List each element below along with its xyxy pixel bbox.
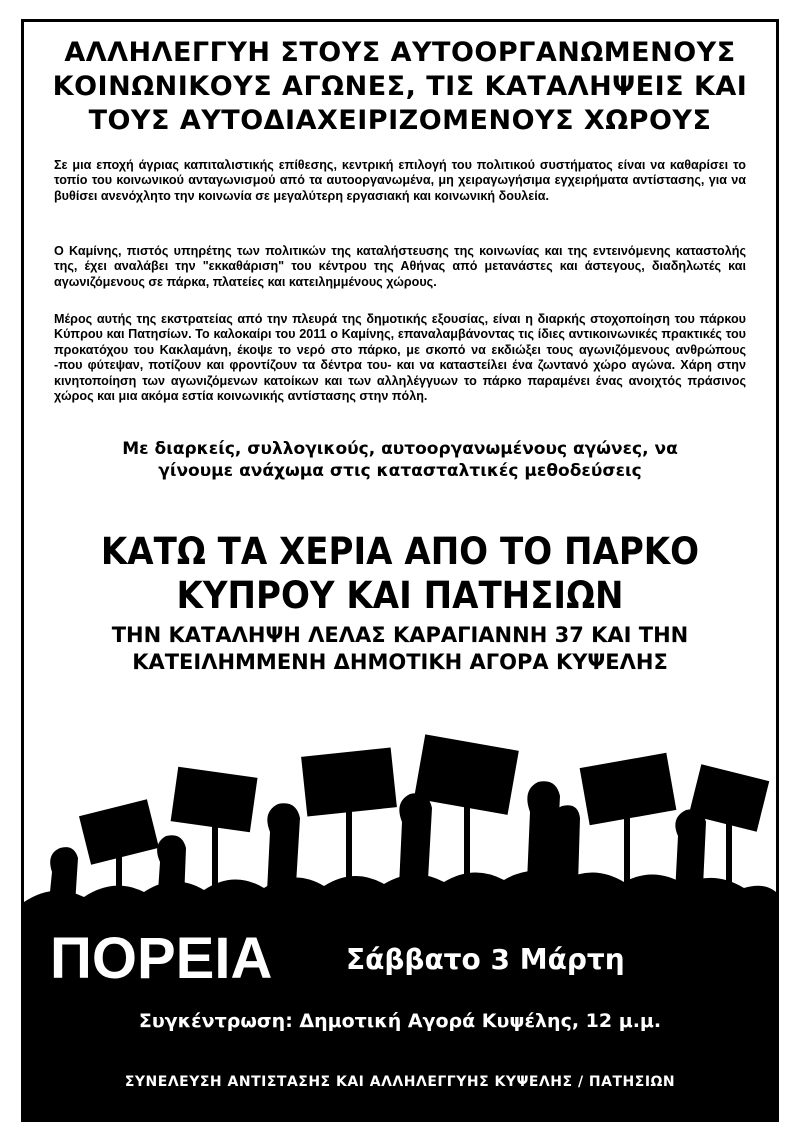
slogan [44, 438, 756, 482]
header-line-3: ΤΟΥΣ ΑΥΤΟΔΙΑΧΕΙΡΙΖΟΜΕΝΟΥΣ ΧΩΡΟΥΣ [88, 105, 712, 136]
event-title: ΠΟΡΕΙΑ [50, 926, 273, 991]
main-demand-line-2: ΚΥΠΡΟΥ ΚΑΙ ΠΑΤΗΣΙΩΝ [176, 574, 624, 617]
placard-3 [301, 747, 397, 816]
paragraph-2: Ο Καμίνης, πιστός υπηρέτης των πολιτικών της καταλήστευσης της κοινωνίας και της εντεινόμενης καταστολής της, έχει αναλάβει την "εκκαθάριση" του κέντρου της Αθήνας από μετανάστες και άστεγους, διαδηλωτές και αγωνιζόμενους σε πάρκα, πλατείες και κατειλημμένους χώρους. [54, 244, 746, 289]
secondary-demand-line-1: ΤΗΝ ΚΑΤΑΛΗΨΗ ΛΕΛΑΣ ΚΑΡΑΓΙΑΝΝΗ 37 ΚΑΙ ΤΗΝ [111, 623, 689, 647]
paragraph-3: Μέρος αυτής της εκστρατείας από την πλευρά της δημοτικής εξουσίας, είναι η διαρκής στοχοποίηση του πάρκου Κύπρου και Πατησίων. Το καλοκαίρι του 2011 ο Καμίνης, επαναλαμβάνοντας τις ίδιες αντικοινωνικές πρακτικές του προκατόχου του Κακλαμάνη, έκοψε το νερό στο πάρκο, με σκοπό να εκδιώξει τους αγωνιζόμενους ανθρώπους -που φύτεψαν, ποτίζουν και φροντίζουν τα δέντρα του- και να καταστείλει ένα ζωντανό χώρο αγώνα. Χάρη στην κινητοποίηση των αγωνιζόμενων κατοίκων και των αλληλέγγυων το πάρκο παραμένει ένας ανοιχτός πράσινος χώρος και μια ακόμα εστία κοινωνικής αντίστασης στην πόλη. [54, 312, 746, 404]
event-gathering: Συγκέντρωση: Δημοτική Αγορά Κυψέλης, 12 μ.μ. [138, 1010, 662, 1032]
poster [21, 19, 779, 1122]
secondary-demand-line-2: ΚΑΤΕΙΛΗΜΜΕΝΗ ΔΗΜΟΤΙΚΗ ΑΓΟΡΑ ΚΥΨΕΛΗΣ [132, 650, 668, 674]
event-date: Σάββατο 3 Μάρτη [346, 943, 625, 976]
header-line-1: ΑΛΛΗΛΕΓΓΥΗ ΣΤΟΥΣ ΑΥΤΟΟΡΓΑΝΩΜΕΝΟΥΣ [64, 37, 736, 68]
header-line-2: ΚΟΙΝΩΝΙΚΟΥΣ ΑΓΩΝΕΣ, ΤΙΣ ΚΑΤΑΛΗΨΕΙΣ ΚΑΙ [52, 71, 748, 102]
poster-header [24, 36, 776, 138]
organizer-footer: ΣΥΝΕΛΕΥΣΗ ΑΝΤΙΣΤΑΣΗΣ ΚΑΙ ΑΛΛΗΛΕΓΓΥΗΣ ΚΥΨΕΛΗΣ / ΠΑΤΗΣΙΩΝ [124, 1074, 676, 1090]
main-demand [24, 530, 776, 618]
secondary-demand [24, 622, 776, 676]
paragraph-1: Σε μια εποχή άγριας καπιταλιστικής επίθεσης, κεντρική επιλογή του πολιτικού συστήματος είναι να καθαρίσει το τοπίο του κοινωνικού ανταγωνισμού από τα αυτοοργανωμένα, μη χειραγωγήσιμα εγχειρήματα αντίστασης, για να βυθίσει ανενόχλητο την κοινωνία σε μεγαλύτερη εργασιακή και κοινωνική δουλεία. [54, 158, 746, 203]
event-banner [24, 912, 776, 1122]
placard-2 [171, 767, 258, 833]
slogan-line-1: Με διαρκείς, συλλογικούς, αυτοοργανωμένους αγώνες, να [122, 439, 678, 459]
slogan-line-2: γίνουμε ανάχωμα στις κατασταλτικές μεθοδεύσεις [158, 461, 642, 481]
main-demand-line-1: ΚΑΤΩ ΤΑ ΧΕΡΙΑ ΑΠΟ ΤΟ ΠΑΡΚΟ [100, 530, 700, 573]
